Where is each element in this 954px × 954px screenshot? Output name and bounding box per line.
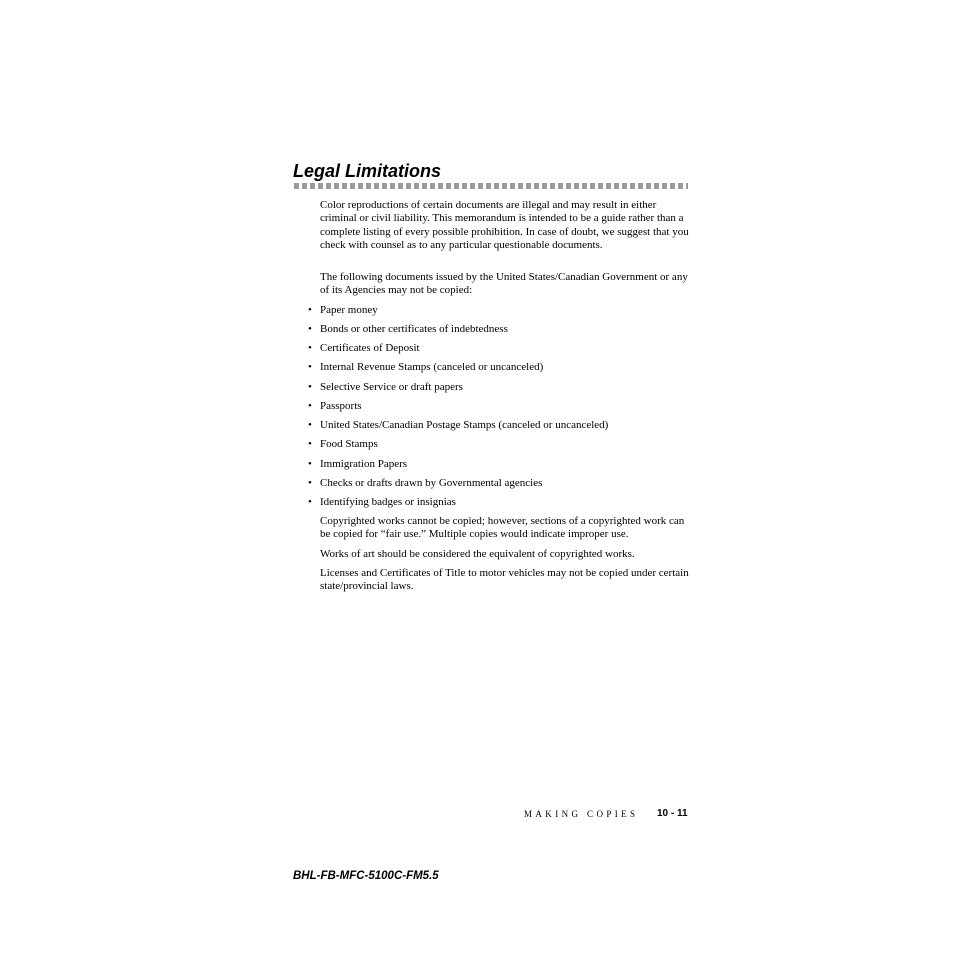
bullet-icon: • (308, 438, 312, 450)
list-item-label: Paper money (320, 304, 378, 316)
footer-section-title: MAKING COPIES (524, 809, 639, 819)
bullet-icon: • (308, 361, 312, 373)
closing-paragraph: Licenses and Certificates of Title to motor vehicles may not be copied under certain state/provincial laws. (320, 567, 689, 593)
dotted-divider (294, 183, 688, 189)
bullet-icon: • (308, 342, 312, 354)
list-item-label: United States/Canadian Postage Stamps (canceled or uncanceled) (320, 419, 609, 431)
page-number: 10 - 11 (657, 808, 688, 819)
bullet-icon: • (308, 323, 312, 335)
document-code: BHL-FB-MFC-5100C-FM5.5 (293, 870, 439, 882)
list-item-label: Identifying badges or insignias (320, 496, 456, 508)
closing-paragraph: Copyrighted works cannot be copied; however, sections of a copyrighted work can be copied for “fair use.” Multiple copies would indicate improper use. (320, 515, 685, 541)
bullet-icon: • (308, 477, 312, 489)
list-item-label: Food Stamps (320, 438, 378, 450)
closing-paragraph: Works of art should be considered the equivalent of copyrighted works. (320, 548, 635, 560)
intro-paragraph: The following documents issued by the United States/Canadian Government or any of its Agencies may not be copied: (320, 271, 688, 297)
bullet-icon: • (308, 400, 312, 412)
list-item-label: Checks or drafts drawn by Governmental agencies (320, 477, 543, 489)
bullet-icon: • (308, 496, 312, 508)
list-item-label: Passports (320, 400, 362, 412)
bullet-icon: • (308, 304, 312, 316)
list-item-label: Bonds or other certificates of indebtedness (320, 323, 508, 335)
list-item-label: Selective Service or draft papers (320, 381, 463, 393)
bullet-icon: • (308, 419, 312, 431)
bullet-icon: • (308, 458, 312, 470)
list-item-label: Internal Revenue Stamps (canceled or uncanceled) (320, 361, 544, 373)
list-item-label: Immigration Papers (320, 458, 408, 470)
page-title: Legal Limitations (293, 161, 442, 181)
list-item-label: Certificates of Deposit (320, 342, 420, 354)
intro-paragraph: Color reproductions of certain documents are illegal and may result in either criminal or civil liability. This memorandum is intended to be a guide rather than a complete listing of every possible prohibition. In case of doubt, we suggest that you check with counsel as to any particular questionable documents. (320, 199, 689, 251)
bullet-icon: • (308, 381, 312, 393)
